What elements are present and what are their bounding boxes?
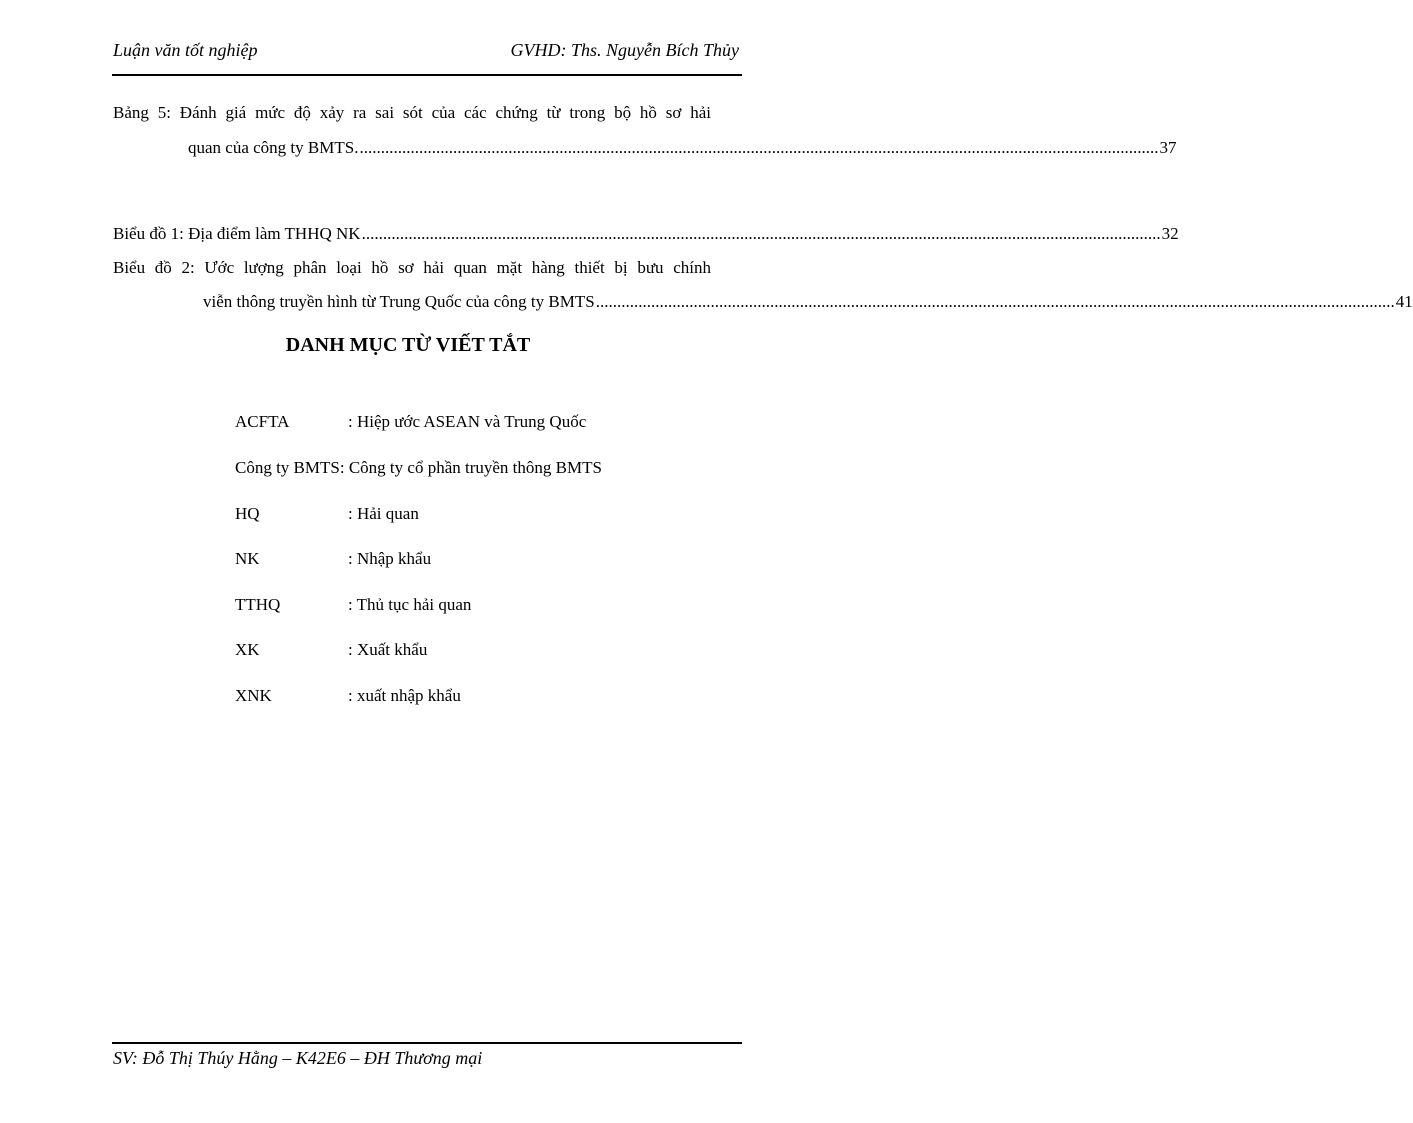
abbr-definition: : Hiệp ước ASEAN và Trung Quốc xyxy=(348,412,587,431)
toc-chart2-line1: Biểu đồ 2: Ước lượng phân loại hồ sơ hải quan mặt hàng thiết bị bưu chính xyxy=(113,258,711,277)
abbr-term: XK xyxy=(235,640,260,659)
abbr-term: HQ xyxy=(235,504,260,523)
abbr-term: Công ty BMTS xyxy=(235,458,340,477)
footer-text: SV: Đỗ Thị Thúy Hằng – K42E6 – ĐH Thương mại xyxy=(113,1048,483,1068)
toc-table5-line2: quan của công ty BMTS. xyxy=(188,138,359,157)
abbr-definition: : Công ty cổ phần truyền thông BMTS xyxy=(339,458,602,477)
abbr-term: XNK xyxy=(235,686,272,705)
abbr-row xyxy=(235,686,461,706)
toc-table5-line1: Bảng 5: Đánh giá mức độ xảy ra sai sót của các chứng từ trong bộ hồ sơ hải xyxy=(113,103,711,122)
abbreviations-title: DANH MỤC TỪ VIẾT TẮT xyxy=(285,334,531,356)
abbr-term: ACFTA xyxy=(235,412,290,431)
abbr-term: NK xyxy=(235,549,260,568)
header-right: GVHD: Ths. Nguyễn Bích Thủy xyxy=(510,40,739,60)
header-left: Luận văn tốt nghiệp xyxy=(113,40,258,60)
abbr-row xyxy=(235,504,419,524)
abbr-definition: : Nhập khẩu xyxy=(348,549,432,568)
toc-chart1-text: Biểu đồ 1: Địa điểm làm THHQ NK xyxy=(113,224,361,243)
toc-leader: ............................................................................................................................................................................................ xyxy=(361,224,1161,243)
toc-leader: ............................................................................................................................................................................................ xyxy=(359,138,1159,157)
toc-table5-entry xyxy=(188,138,1177,158)
abbr-row xyxy=(235,412,587,432)
abbr-row xyxy=(235,458,602,478)
footer-rule xyxy=(112,1042,742,1044)
toc-chart2-entry xyxy=(203,292,1413,312)
toc-chart2-line2: viễn thông truyền hình từ Trung Quốc của công ty BMTS xyxy=(203,292,595,311)
toc-table5-page: 37 xyxy=(1159,138,1177,157)
abbr-row xyxy=(235,549,432,569)
header-rule xyxy=(112,74,742,76)
abbr-definition: : Hải quan xyxy=(348,504,419,523)
abbr-definition: : xuất nhập khẩu xyxy=(348,686,461,705)
abbr-row xyxy=(235,595,472,615)
abbr-term: TTHQ xyxy=(235,595,281,614)
toc-leader: ............................................................................................................................................................................................ xyxy=(595,292,1395,311)
abbr-definition: : Xuất khẩu xyxy=(348,640,428,659)
toc-chart1-page: 32 xyxy=(1161,224,1179,243)
abbr-definition: : Thủ tục hải quan xyxy=(348,595,472,614)
toc-chart1-entry xyxy=(113,224,1179,244)
toc-chart2-page: 41 xyxy=(1395,292,1413,311)
abbr-row xyxy=(235,640,428,660)
